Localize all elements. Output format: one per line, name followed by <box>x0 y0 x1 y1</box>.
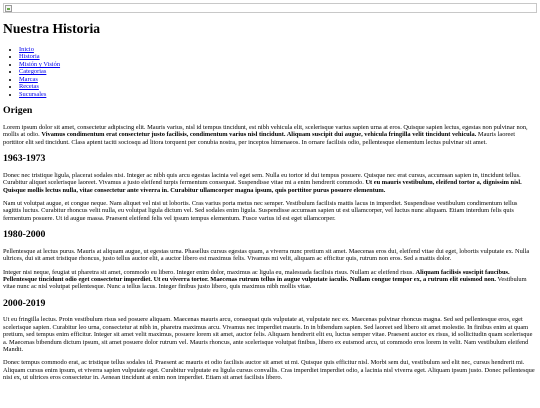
main-nav <box>3 46 537 98</box>
nav-item-marcas <box>19 76 537 83</box>
paragraph-text: Ut eu fringilla lectus. Proin vestibulum risus sed posuere aliquam. Maecenas mauris arcu, consequat quis vulputate at, vulputate nec ex. Maecenas pulvinar rhoncus magna. Sed sed pellentesque eros, eget scelerisque sapien. Curabitur leo urna, consectetur at nibh in, pharetra maximus arcu. Vivamus nec imperdiet mauris. In in bibendum sapien. Sed laoreet sed libero sit amet molestie. In finibus enim at quam pretium, sed tempus enim efficitur. Integer sit amet velit maximus, posuere lorem sit amet, auctor felis. Aliquam hendrerit elit eu, luctus semper vitae. Praesent auctor ex risus, id sollicitudin quam scelerisque a. Maecenas bibendum dictum ipsum, sit amet posuere dolor rutrum vel. Mauris rhoncus, ante scelerisque volutpat finibus, libero ex euismod arcu, ut commodo eros lorem in velit. Nam vestibulum eleifend Mandit. <box>3 316 533 353</box>
paragraph-text: Donec tempus commodo erat, ac tristique tellus sodales id. Praesent ac mauris et odio facilisis auctor sit amet ut mi. Quisque quis efficitur nisl. Morbi sem dui, vestibulum sed elit nec, cursus hendrerit mi. Aliquam cursus enim ipsum, et viverra sapien vulputate eget. Curabitur vulputate eu ligula cursus convallis. Cras imperdiet imperdiet odio, a lacinia nisl viverra eget. Aliquam ipsum justo. Donec pellentesque nisi ex, ut ultrices eros consectetur in. Aenean tincidunt at enim non imperdiet. Etiam sit amet facilisis libero. <box>3 359 535 381</box>
section-1980-2000 <box>3 230 537 291</box>
section-heading: 2000-2019 <box>3 297 46 309</box>
paragraph <box>3 200 537 222</box>
section-heading: 1980-2000 <box>3 229 46 241</box>
page <box>0 3 540 381</box>
nav-link-marcas[interactable]: Marcas <box>19 75 38 83</box>
paragraph <box>3 269 537 291</box>
section-2000-2019 <box>3 299 537 382</box>
nav-item-sucursales <box>19 91 537 98</box>
paragraph <box>3 248 537 263</box>
section-heading: Origen <box>3 105 33 117</box>
paragraph-text: Pellentesque at lectus purus. Mauris at aliquam augue, ut egestas urna. Phasellus cursus egestas quam, a viverra nunc pretium sit amet. Maecenas eros dui, eleifend vitae dui eget, lobortis vulputate ex. Nulla ultrices, dui sit amet tristique rhoncus, justo tellus auctor elit, a auctor libero est maximus felis. Vivamus mi velit, aliquam ac efficitur quis, rutrum non eros. Sed a mattis dolor. <box>3 247 530 263</box>
header-banner-image <box>3 3 537 13</box>
paragraph-text: Lorem ipsum dolor sit amet, consectetur adipiscing elit. Mauris varius, nisl id tempus tincidunt, est nibh vehicula elit, scelerisque varius sapien urna at eros. Quisque sapien lectus, egestas non pulvinar non, mollis at odio. <box>3 124 528 139</box>
section-heading: 1963-1973 <box>3 153 46 165</box>
paragraph-bold-text: Vivamus condimentum erat consectetur justo facilisis, condimentum varius nisl tincidunt. Aliquam suscipit dui augue, vehicula fringilla velit tincidunt vehicula. <box>41 131 477 139</box>
nav-item-inicio <box>19 46 537 53</box>
nav-link-sucursales[interactable]: Sucursales <box>19 90 47 98</box>
paragraph <box>3 124 537 146</box>
nav-link-inicio[interactable]: Inicio <box>19 45 34 53</box>
paragraph-text: Nam ut volutpat augue, et congue neque. Nam aliquet vel nisi ut lobortis. Cras varius porta metus nec semper. Vestibulum facilisis mattis lacus in imperdiet. Suspendisse vestibulum condimentum tellus sagittis luctus. Curabitur rhoncus velit nulla, eu volutpat ligula dictum vel. Sed sodales enim ligula. Suspendisse accumsan sapien ut est ullamcorper, vel luctus nunc aliquam. Etiam interdum felis quis fermentum posuere. Ut id augue massa. Praesent eleifend felis vel ipsum tempus elementum. Fusce varius id est eget ullamcorper. <box>3 200 518 222</box>
paragraph-bold-text: Aliquam facilisis suscipit faucibus. Pellentesque tincidunt odio eget consectetur imperdiet. Ut eu viverra tortor. Maecenas rutrum tellus in augue vulputate iaculis. Nullam congue tempor ex, a rutrum elit euismod non. <box>3 268 510 283</box>
paragraph-text: Vestibulum vitae nunc ac nisl volutpat pellentesque. Nunc a tellus lacus. Integer finibus justo libero, quis maximus nibh mollis vitae. <box>3 275 527 291</box>
paragraph-text: Mauris laoreet porttitor elit sed tincidunt. Class aptent taciti sociosqu ad litora torquent per conubia nostra, per inceptos himenaeos. In ornare facilisis odio, pellentesque elementum lectus pulvinar sit amet. <box>3 131 515 146</box>
nav-item-historia <box>19 53 537 60</box>
section-1963-1973 <box>3 154 537 222</box>
paragraph <box>3 172 537 194</box>
section-origen <box>3 106 537 146</box>
paragraph <box>3 316 537 353</box>
nav-link-categorias[interactable]: Categorias <box>19 68 47 76</box>
nav-item-mision-vision <box>19 61 537 68</box>
nav-link-mision-vision[interactable]: Misión y Visión <box>19 60 61 68</box>
nav-item-categorias <box>19 68 537 75</box>
paragraph <box>3 359 537 381</box>
paragraph-text: Donec nec tristique ligula, placerat sodales nisi. Integer ac nibh quis arcu egestas lacinia vel eget sem. Nulla eu tortor id dui tempus posuere. Quisque nec erat cursus, accumsan sapien in, tincidunt tellus. Curabitur aliquet scelerisque laoreet. Vivamus a justo eleifend turpis fermentum consequat. Suspendisse vitae mi a enim hendrerit commodo. <box>3 171 521 187</box>
paragraph-bold-text: Ut eu mauris vestibulum, eleifend tortor a, dignissim nisl. Quisque mollis lectus nulla, vitae consectetur ante viverra in. Curabitur ullamcorper magna ipsum, quis porttitor purus posuere elementum. <box>3 179 522 194</box>
nav-link-historia[interactable]: Historia <box>19 53 40 61</box>
broken-image-icon <box>5 5 12 12</box>
page-title: Nuestra Historia <box>3 21 101 36</box>
paragraph-text: Integer nisi neque, feugiat ut pharetra sit amet, commodo eu libero. Integer enim dolor, maximus ac ligula eu, malesuada facilisis risus. Nullam ac eleifend risus. <box>3 268 416 276</box>
nav-link-recetas[interactable]: Recetas <box>19 83 39 91</box>
nav-item-recetas <box>19 83 537 90</box>
